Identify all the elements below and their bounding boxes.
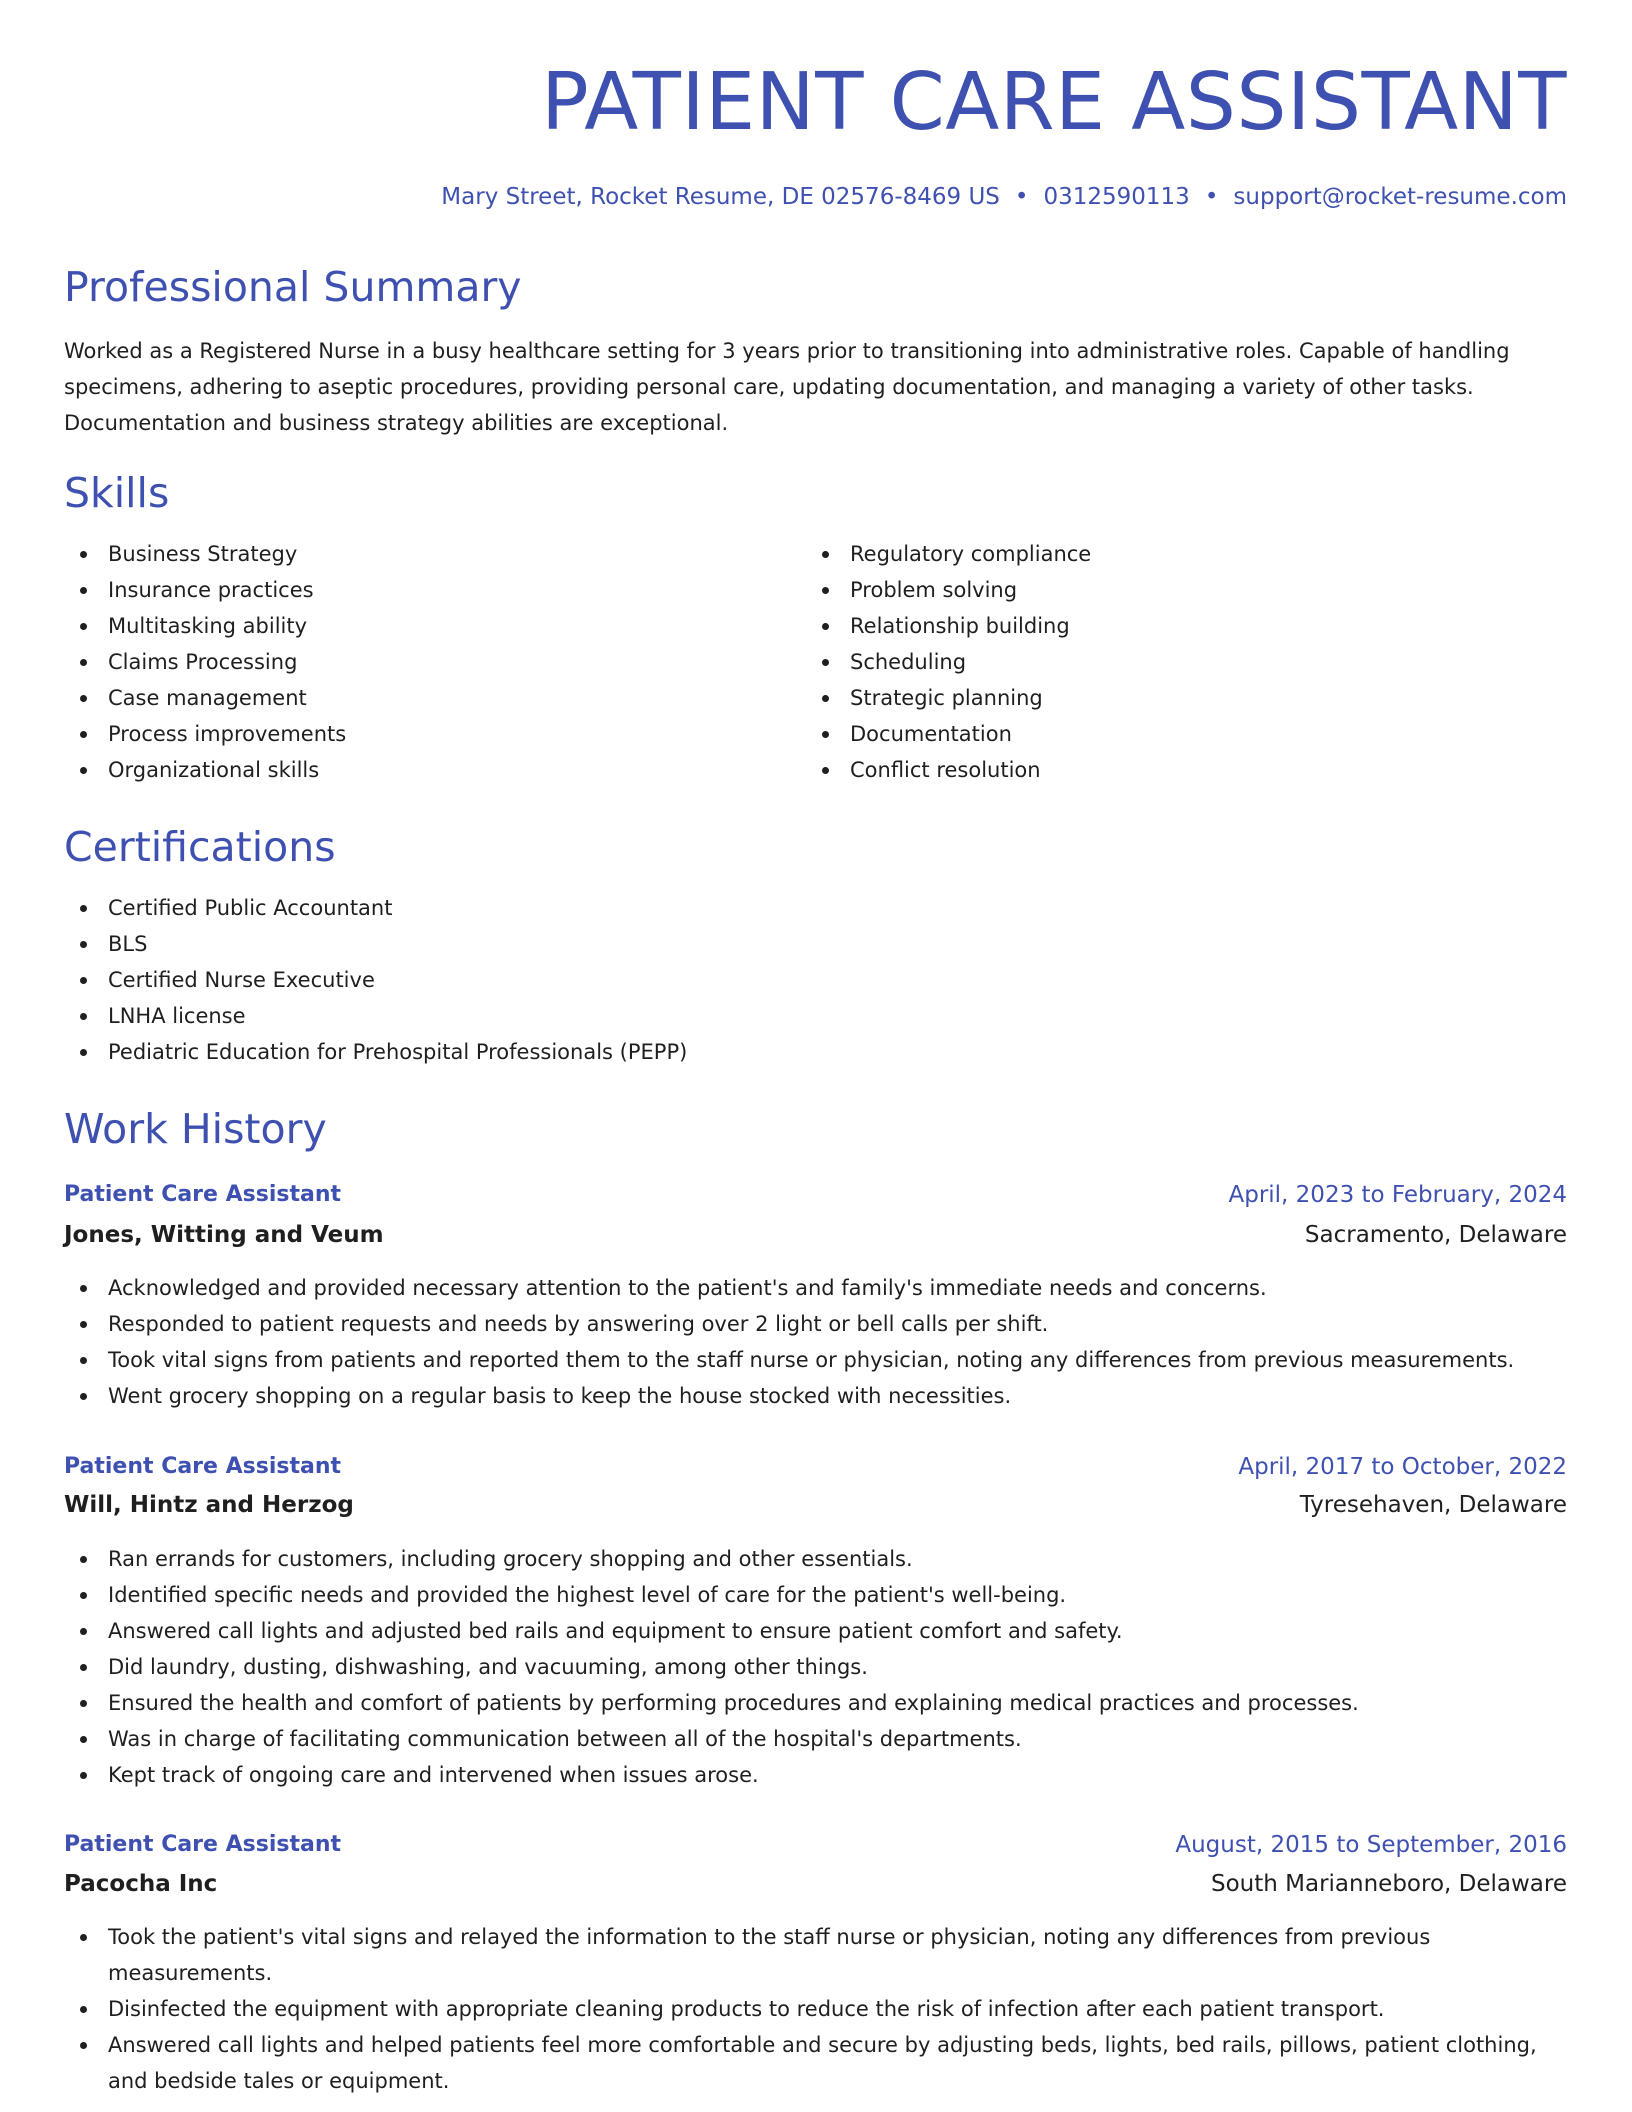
job-employer: Jones, Witting and Veum [64, 1222, 384, 1248]
job-bullet: Answered call lights and helped patients feel more comfortable and secure by adjusting beds, lights, bed rails, pillows, patient clothing, and bedside tales or equipment. [64, 2027, 1567, 2099]
job-title: Patient Care Assistant [64, 1454, 342, 1479]
skill-item: Scheduling [806, 644, 1091, 680]
skill-item: Documentation [806, 716, 1091, 752]
job-location: South Marianneboro, Delaware [1210, 1871, 1567, 1897]
summary-text: Worked as a Registered Nurse in a busy healthcare setting for 3 years prior to transitioning into administrative roles. Capable of handling specimens, adhering to aseptic procedures, providing personal care, updating documentation, and managing a variety of other tasks. Documentation and business strategy abilities are exceptional. [64, 339, 1510, 435]
job-employer: Will, Hintz and Herzog [64, 1492, 354, 1518]
certification-item: Certified Public Accountant [64, 890, 687, 926]
job-bullet: Took vital signs from patients and reported them to the staff nurse or physician, noting any differences from previous measurements. [64, 1342, 1514, 1378]
job-bullet: Disinfected the equipment with appropriate cleaning products to reduce the risk of infection after each patient transport. [64, 1991, 1567, 2027]
job-bullet: Identified specific needs and provided the highest level of care for the patient's well-being. [64, 1577, 1359, 1613]
job-dates: April, 2023 to February, 2024 [1228, 1182, 1567, 1208]
job-dates: August, 2015 to September, 2016 [1175, 1832, 1567, 1858]
work-history-heading: Work History [64, 1105, 327, 1153]
certification-item: Certified Nurse Executive [64, 962, 687, 998]
job-employer-row [64, 1487, 1567, 1523]
skill-item: Claims Processing [64, 644, 346, 680]
job-header [64, 1449, 1567, 1485]
skills-list-left [64, 536, 346, 788]
job-bullet: Answered call lights and adjusted bed rails and equipment to ensure patient comfort and safety. [64, 1613, 1359, 1649]
skill-item: Relationship building [806, 608, 1091, 644]
certifications-list [64, 890, 687, 1070]
job-bullet: Kept track of ongoing care and intervened when issues arose. [64, 1757, 1359, 1793]
skill-item: Conflict resolution [806, 752, 1091, 788]
job-bullet: Went grocery shopping on a regular basis to keep the house stocked with necessities. [64, 1378, 1514, 1414]
job-bullet: Was in charge of facilitating communication between all of the hospital's departments. [64, 1721, 1359, 1757]
skill-item: Multitasking ability [64, 608, 346, 644]
certification-item: BLS [64, 926, 687, 962]
certification-item: Pediatric Education for Prehospital Professionals (PEPP) [64, 1034, 687, 1070]
job-header [64, 1177, 1567, 1213]
skill-item: Problem solving [806, 572, 1091, 608]
job-bullet: Did laundry, dusting, dishwashing, and vacuuming, among other things. [64, 1649, 1359, 1685]
contact-line [441, 180, 1567, 214]
job-employer: Pacocha Inc [64, 1871, 218, 1897]
candidate-name: PATIENT CARE ASSISTANT [541, 56, 1567, 148]
job-bullet: Ran errands for customers, including grocery shopping and other essentials. [64, 1541, 1359, 1577]
certification-item: LNHA license [64, 998, 687, 1034]
skill-item: Strategic planning [806, 680, 1091, 716]
contact-address: Mary Street, Rocket Resume, DE 02576-8469 US [441, 184, 1000, 210]
summary-heading: Professional Summary [64, 263, 522, 311]
skill-item: Insurance practices [64, 572, 346, 608]
contact-separator: • [1014, 184, 1029, 210]
job-dates: April, 2017 to October, 2022 [1238, 1454, 1567, 1480]
contact-separator: • [1204, 184, 1219, 210]
skill-item: Case management [64, 680, 346, 716]
job-employer-row [64, 1217, 1567, 1253]
skill-item: Process improvements [64, 716, 346, 752]
job-employer-row [64, 1866, 1567, 1902]
job-bullets [64, 1919, 1567, 2099]
job-location: Sacramento, Delaware [1304, 1222, 1567, 1248]
job-bullet: Ensured the health and comfort of patients by performing procedures and explaining medical practices and processes. [64, 1685, 1359, 1721]
job-title: Patient Care Assistant [64, 1182, 342, 1207]
skill-item: Business Strategy [64, 536, 346, 572]
job-title: Patient Care Assistant [64, 1832, 342, 1857]
job-bullet: Took the patient's vital signs and relayed the information to the staff nurse or physician, noting any differences from previous measurements. [64, 1919, 1567, 1991]
skill-item: Organizational skills [64, 752, 346, 788]
job-bullets [64, 1541, 1359, 1793]
contact-email[interactable]: support@rocket-resume.com [1233, 184, 1567, 210]
job-header [64, 1827, 1567, 1863]
certifications-heading: Certifications [64, 823, 336, 871]
job-bullets [64, 1270, 1514, 1414]
skills-heading: Skills [64, 469, 170, 517]
contact-phone: 0312590113 [1043, 184, 1190, 210]
skill-item: Regulatory compliance [806, 536, 1091, 572]
job-location: Tyresehaven, Delaware [1299, 1492, 1567, 1518]
skills-list-right [806, 536, 1091, 788]
job-bullet: Acknowledged and provided necessary attention to the patient's and family's immediate needs and concerns. [64, 1270, 1514, 1306]
job-bullet: Responded to patient requests and needs by answering over 2 light or bell calls per shift. [64, 1306, 1514, 1342]
